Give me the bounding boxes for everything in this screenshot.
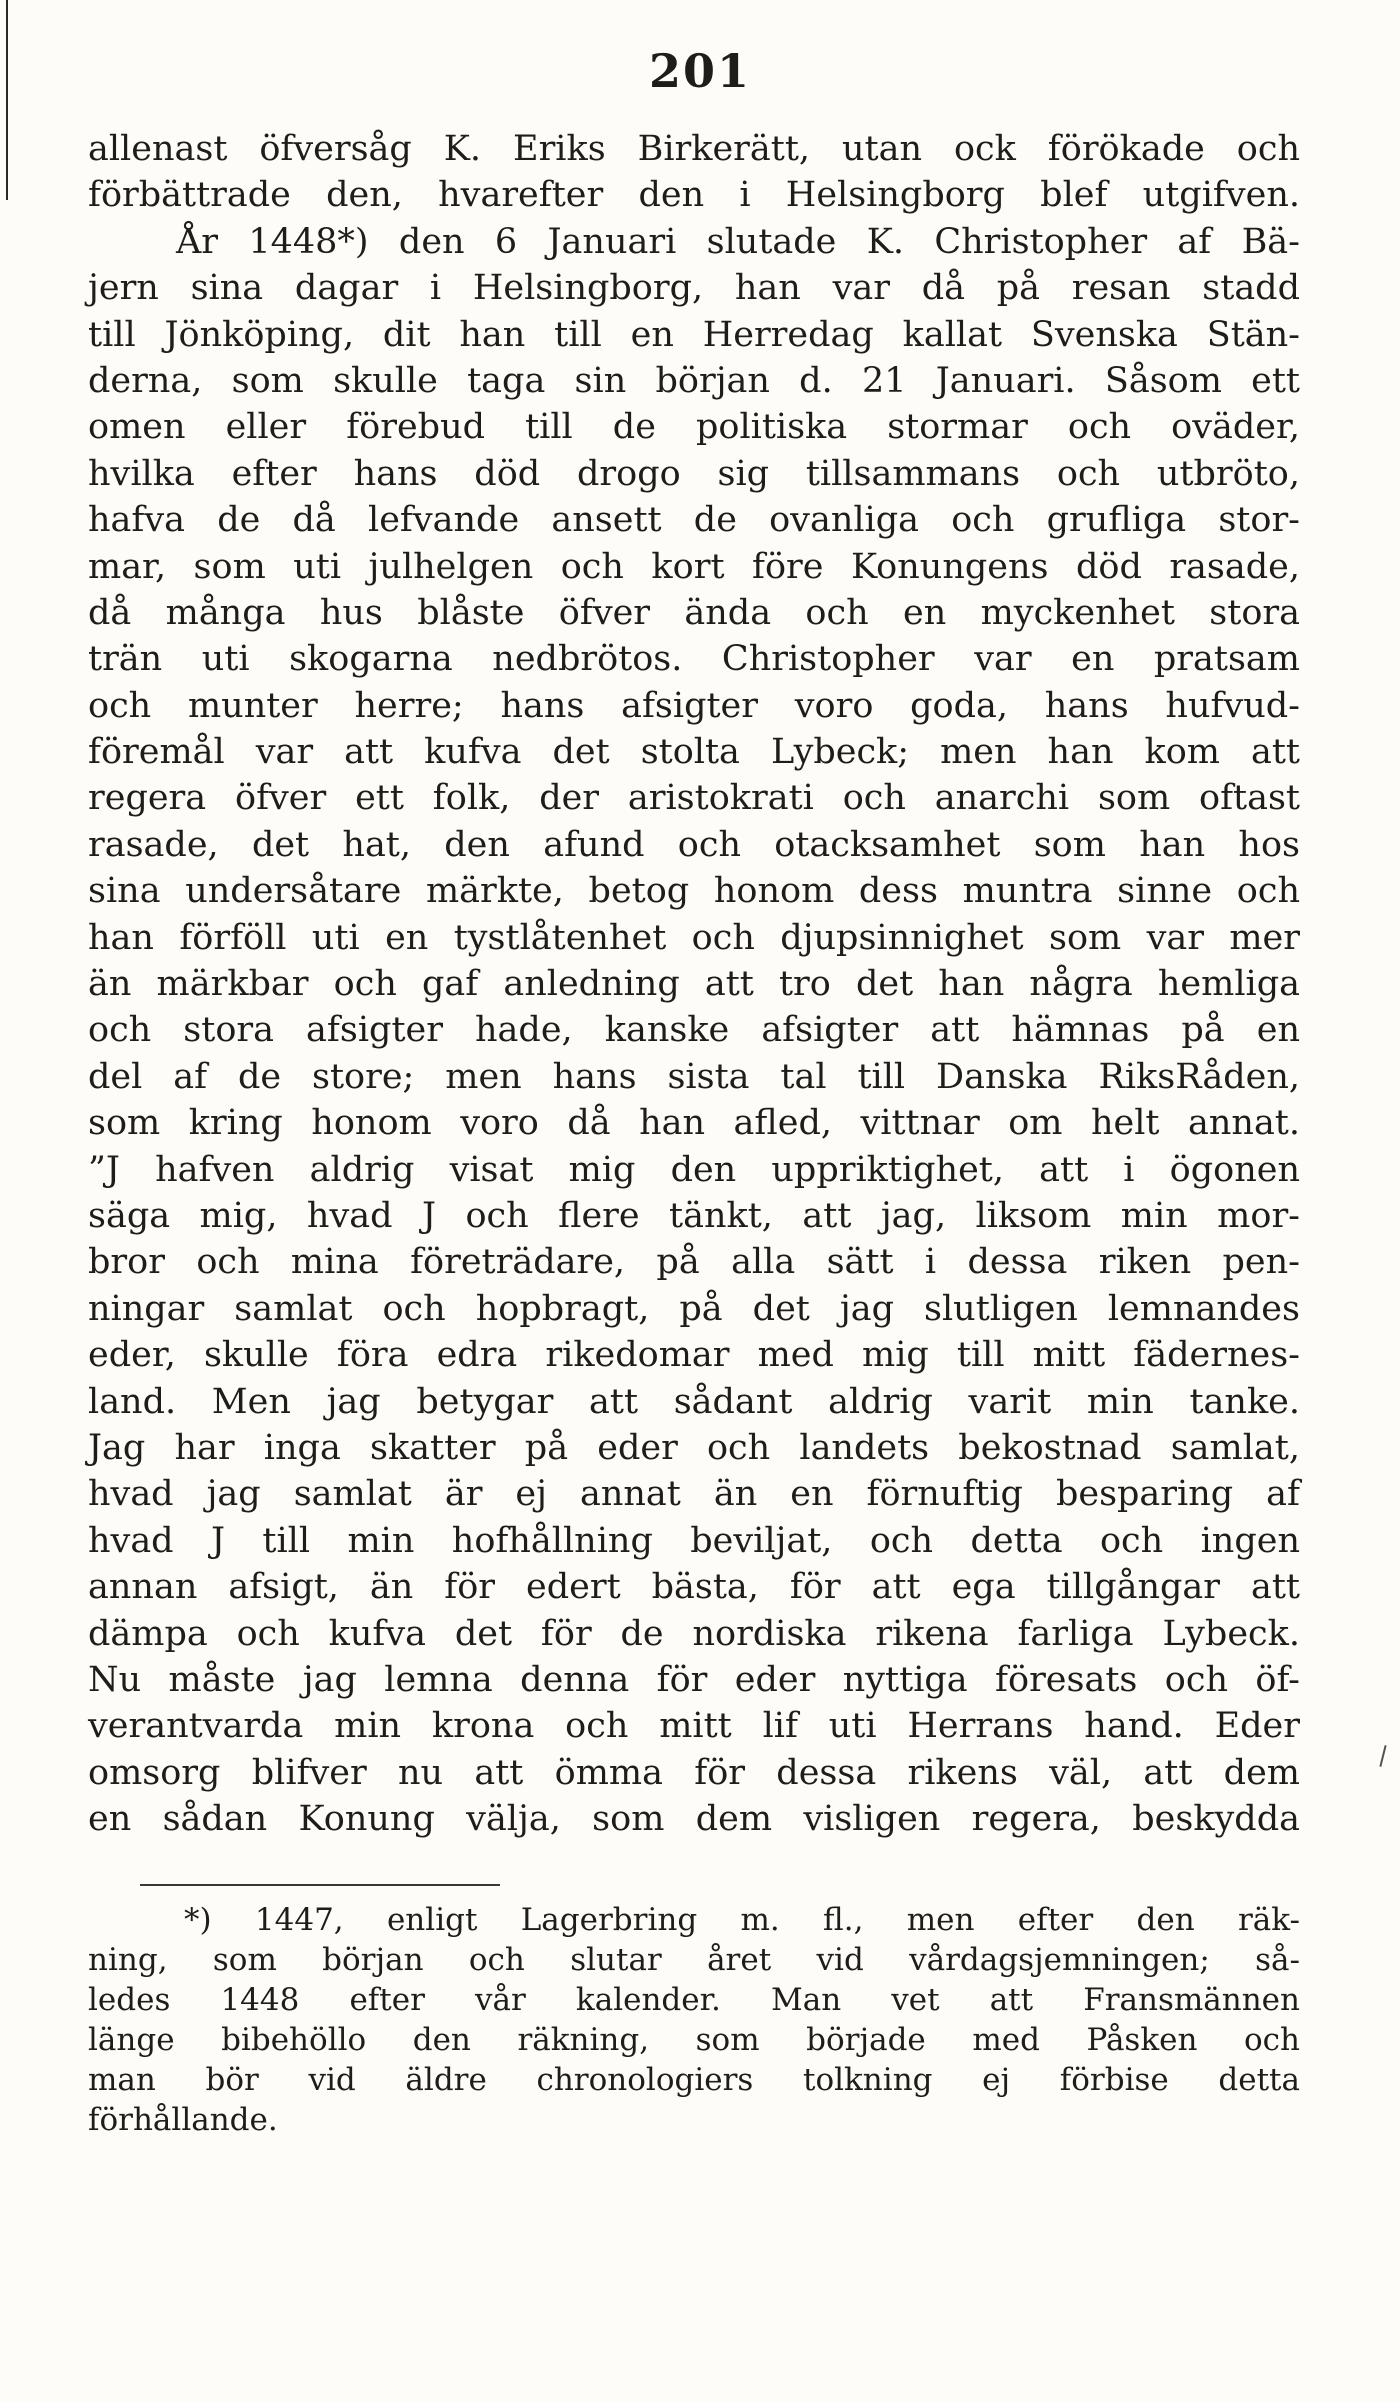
footnote-line: förhållande. bbox=[88, 2102, 278, 2138]
body-line: omsorg blifver nu att ömma för dessa rikens väl, att dem bbox=[88, 1752, 1300, 1793]
body-line: År 1448*) den 6 Januari slutade K. Christopher af Bä- bbox=[176, 221, 1300, 262]
body-line: omen eller förebud till de politiska stormar och oväder, bbox=[88, 407, 1300, 448]
footnote-divider bbox=[140, 1884, 500, 1886]
body-line: sina undersåtare märkte, betog honom dess muntra sinne och bbox=[88, 871, 1300, 912]
body-line: eder, skulle föra edra rikedomar med mig till mitt fädernes- bbox=[88, 1335, 1300, 1376]
body-line: då många hus blåste öfver ända och en myckenhet stora bbox=[88, 592, 1300, 633]
body-line: en sådan Konung välja, som dem visligen regera, beskydda bbox=[88, 1799, 1300, 1840]
body-line: derna, som skulle taga sin början d. 21 Januari. Såsom ett bbox=[88, 360, 1300, 401]
body-line: förbättrade den, hvarefter den i Helsingborg blef utgifven. bbox=[88, 175, 1300, 216]
body-line: verantvarda min krona och mitt lif uti Herrans hand. Eder bbox=[88, 1706, 1300, 1747]
body-line: allenast öfversåg K. Eriks Birkerätt, utan ock förökade och bbox=[88, 129, 1300, 169]
footnote-line: man bör vid äldre chronologiers tolkning ej förbise detta bbox=[88, 2062, 1300, 2098]
body-line: hafva de då lefvande ansett de ovanliga och grufliga stor- bbox=[88, 500, 1300, 541]
footnote-line: ning, som början och slutar året vid vårdagsjemningen; så- bbox=[88, 1942, 1300, 1978]
margin-mark bbox=[1379, 1745, 1386, 1767]
body-line: rasade, det hat, den afund och otacksamhet som han hos bbox=[88, 824, 1300, 865]
footnote bbox=[88, 1900, 1300, 2140]
body-line: föremål var att kufva det stolta Lybeck; men han kom att bbox=[88, 732, 1300, 773]
body-line: bror och mina företrädare, på alla sätt i dessa riken pen- bbox=[88, 1242, 1300, 1283]
body-line: hvad J till min hofhållning beviljat, och detta och ingen bbox=[88, 1520, 1300, 1561]
footnote-line: *) 1447, enligt Lagerbring m. fl., men efter den räk- bbox=[184, 1902, 1300, 1938]
body-line: mar, som uti julhelgen och kort före Konungens död rasade, bbox=[88, 546, 1300, 587]
body-line: hvad jag samlat är ej annat än en förnuftig besparing af bbox=[88, 1474, 1300, 1515]
body-line: till Jönköping, dit han till en Herredag kallat Svenska Stän- bbox=[88, 314, 1300, 355]
body-line: trän uti skogarna nedbrötos. Christopher var en pratsam bbox=[88, 639, 1300, 680]
body-line: och stora afsigter hade, kanske afsigter att hämnas på en bbox=[88, 1010, 1300, 1051]
body-text bbox=[88, 126, 1300, 1842]
body-line: Jag har inga skatter på eder och landets bekostnad samlat, bbox=[88, 1427, 1300, 1468]
body-line: regera öfver ett folk, der aristokrati och anarchi som oftast bbox=[88, 778, 1300, 819]
body-line: annan afsigt, än för edert bästa, för att ega tillgångar att bbox=[88, 1567, 1300, 1608]
body-line: som kring honom voro då han afled, vittnar om helt annat. bbox=[88, 1103, 1300, 1144]
body-line: och munter herre; hans afsigter voro goda, hans hufvud- bbox=[88, 685, 1300, 726]
footnote-line: länge bibehöllo den räkning, som började med Påsken och bbox=[88, 2022, 1300, 2058]
body-line: hvilka efter hans död drogo sig tillsammans och utbröto, bbox=[88, 453, 1300, 494]
page-spine-edge bbox=[6, 0, 8, 200]
body-line: ”J hafven aldrig visat mig den uppriktighet, att i ögonen bbox=[88, 1149, 1300, 1190]
body-line: säga mig, hvad J och flere tänkt, att jag, liksom min mor- bbox=[88, 1195, 1300, 1236]
body-line: ningar samlat och hopbragt, på det jag slutligen lemnandes bbox=[88, 1288, 1300, 1329]
body-line: Nu måste jag lemna denna för eder nyttiga föresats och öf- bbox=[88, 1659, 1300, 1700]
body-line: land. Men jag betygar att sådant aldrig varit min tanke. bbox=[88, 1381, 1300, 1422]
body-line: han förföll uti en tystlåtenhet och djupsinnighet som var mer bbox=[88, 917, 1300, 958]
body-line: del af de store; men hans sista tal till Danska RiksRåden, bbox=[88, 1056, 1300, 1097]
page-number: 201 bbox=[648, 44, 752, 98]
body-line: jern sina dagar i Helsingborg, han var då på resan stadd bbox=[88, 268, 1300, 309]
body-line: dämpa och kufva det för de nordiska rikena farliga Lybeck. bbox=[88, 1613, 1300, 1654]
footnote-line: ledes 1448 efter vår kalender. Man vet att Fransmännen bbox=[88, 1982, 1300, 2018]
body-line: än märkbar och gaf anledning att tro det han några hemliga bbox=[88, 964, 1300, 1005]
